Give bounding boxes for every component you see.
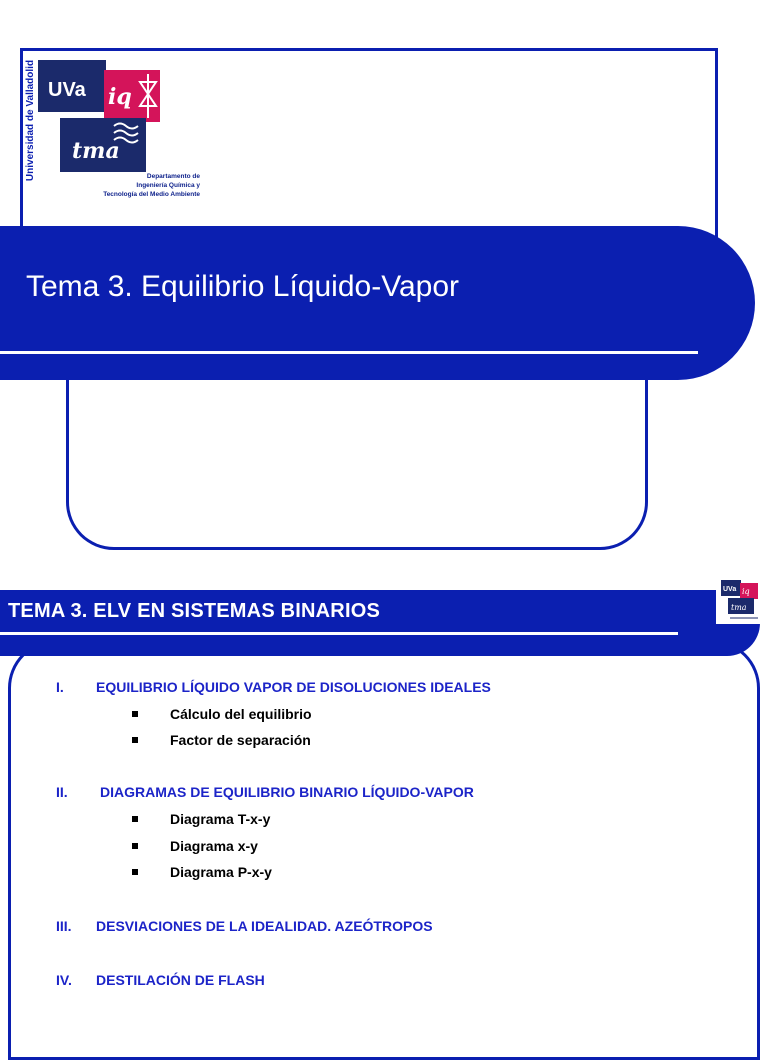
svg-text:iq: iq — [742, 587, 750, 596]
university-name-vertical: Universidad de Valladolid — [25, 59, 37, 181]
logo-uva-text: UVa — [48, 79, 86, 101]
slide2-header-underline — [0, 632, 678, 635]
bullet-icon — [132, 737, 138, 743]
uva-iq-tma-small-logo — [716, 578, 762, 624]
section-2-title: II. DIAGRAMAS DE EQUILIBRIO BINARIO LÍQUIDO-VAPOR — [56, 784, 474, 800]
bullet-icon — [132, 869, 138, 875]
bullet-icon — [132, 843, 138, 849]
logo-iq-text: iq — [108, 84, 132, 110]
section-2-item-1: Diagrama T-x-y — [132, 811, 270, 827]
slide1-lower-frame — [66, 380, 648, 550]
bullet-icon — [132, 711, 138, 717]
bullet-icon — [132, 816, 138, 822]
logo-tma-text: tma — [72, 138, 120, 164]
section-1-title: I. EQUILIBRIO LÍQUIDO VAPOR DE DISOLUCIONES IDEALES — [56, 679, 491, 695]
section-2-item-2: Diagrama x-y — [132, 838, 258, 854]
section-1-item-2: Factor de separación — [132, 732, 311, 748]
section-2-item-3: Diagrama P-x-y — [132, 864, 272, 880]
section-3-title: III. DESVIACIONES DE LA IDEALIDAD. AZEÓTROPOS — [56, 918, 433, 934]
section-1-item-1: Cálculo del equilibrio — [132, 706, 312, 722]
slide2-header: TEMA 3. ELV EN SISTEMAS BINARIOS — [8, 600, 380, 622]
section-4-title: IV. DESTILACIÓN DE FLASH — [56, 972, 265, 988]
title-underline — [0, 351, 698, 354]
svg-text:tma: tma — [731, 603, 747, 612]
department-name: Departamento de Ingeniería Química y Tecnología del Medio Ambiente — [103, 173, 200, 198]
slide2-content-frame — [8, 640, 760, 1060]
svg-text:UVa: UVa — [723, 586, 737, 593]
slide-title: Tema 3. Equilibrio Líquido-Vapor — [26, 270, 460, 303]
